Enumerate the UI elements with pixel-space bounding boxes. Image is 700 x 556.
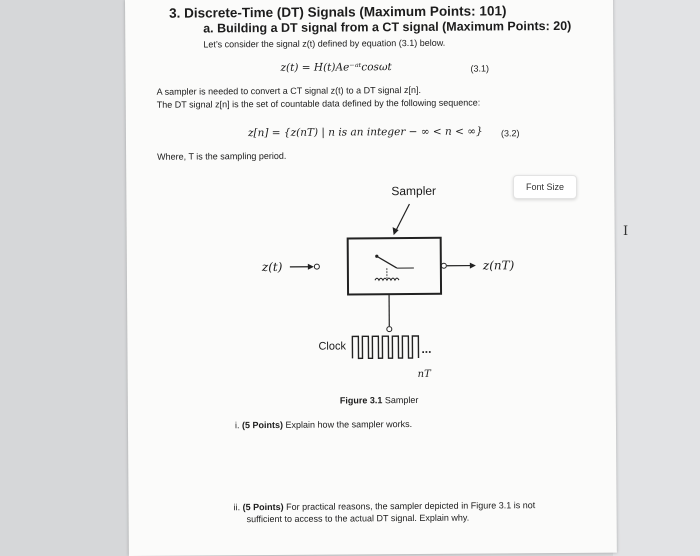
font-size-button[interactable]: Font Size [513,175,577,199]
text-cursor-icon: I [623,224,629,239]
switch-pivot [375,255,378,258]
figure-caption-label: Figure 3.1 [339,395,383,406]
output-terminal [441,263,446,268]
intro-text: Let’s consider the signal z(t) defined by equation (3.1) below. [203,37,446,50]
figure-caption-text: Sampler [384,394,419,406]
output-signal-label: z(nT) [482,258,515,273]
equation-3-1-number: (3.1) [470,63,490,74]
input-arrowhead [308,264,314,270]
sampler-sentence-2: The DT signal z[n] is the set of countable data defined by the following sequence: [156,97,481,110]
sampler-sentence-1: A sampler is needed to convert a CT signal z(t) to a DT signal z[n]. [156,84,421,97]
equation-3-1: z(t) = H(t)Ae⁻ᵃᵗcosωt [280,61,392,74]
clock-pulse-train [352,336,418,358]
background-strip [613,0,700,556]
equation-3-2: z[n] = {z(nT) | n is an integer − ∞ < n < ∞} [247,125,483,140]
question-i-text: Explain how the sampler works. [285,419,413,430]
sampler-figure [125,0,616,400]
input-signal-label: z(t) [261,259,283,275]
question-ii-text-line1: For practical reasons, the sampler depicted in Figure 3.1 is not [286,500,536,512]
question-i-points: (5 Points) [241,419,284,431]
question-ii-text-line2: sufficient to access to the actual DT signal. Explain why. [246,512,470,525]
coil-icon [375,278,399,280]
sampler-pointer-line [395,204,409,231]
question-i-number: i. [234,420,240,431]
question-ii-number: ii. [233,502,241,513]
nt-label: nT [417,368,431,380]
problem-title: 3. Discrete-Time (DT) Signals (Maximum Points: 101) [169,3,507,21]
question-i [235,419,412,430]
clock-label: Clock [318,340,346,353]
document-page [125,0,617,556]
equation-3-2-number: (3.2) [500,128,520,139]
figure-caption [340,395,419,406]
switch-arm [377,256,397,268]
question-ii-points: (5 Points) [242,501,284,513]
input-terminal [314,264,319,269]
where-text: Where, T is the sampling period. [157,150,287,162]
output-arrowhead [470,263,476,269]
question-ii [234,500,536,512]
part-a-title: a. Building a DT signal from a CT signal (Maximum Points: 20) [203,18,572,36]
sampler-label: Sampler [391,183,437,199]
clock-terminal [387,327,392,332]
sampler-pointer-arrowhead [393,227,399,235]
clock-dots: ... [421,341,432,356]
